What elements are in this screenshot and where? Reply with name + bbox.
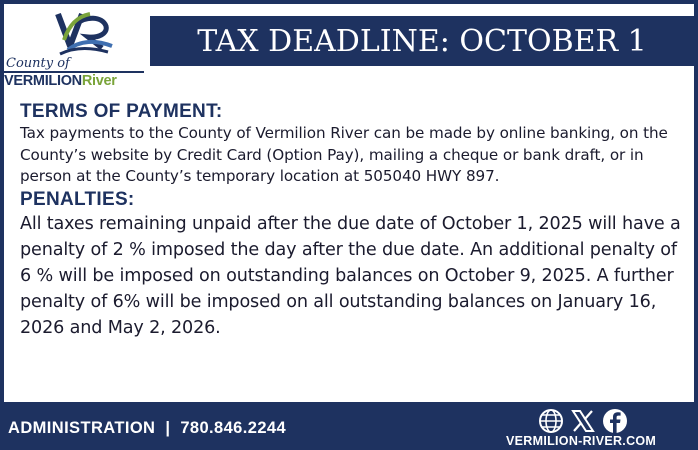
terms-body: Tax payments to the County of Vermilion River can be made by online banking, on the County’s website by Credit Card (Option Pay), mailing a cheque or bank draft, or in person at the County’s temporary location at 505040 HWY 897. [20,124,668,185]
website-link[interactable]: VERMILION-RIVER.COM [506,434,657,448]
x-icon[interactable] [570,408,596,434]
penalties-heading: PENALTIES: [20,188,135,210]
logo-name-accent: River [81,73,117,89]
logo-mark-icon [46,10,116,56]
deadline-banner [150,16,694,66]
logo-county-text: County of [6,56,70,71]
logo-name [4,71,144,89]
social-icons [538,406,638,436]
county-logo[interactable] [4,4,146,96]
penalties-body: All taxes remaining unpaid after the due date of October 1, 2025 will have a penalty of 2 % imposed the day after the due date. An additional penalty of 6 % will be imposed on outstanding balances on October 9, 2025. A further penalty of 6% will be imposed on all outstanding balances on January 16, 2026 and May 2, 2026. [20,213,681,338]
footer-contact: ADMINISTRATION | 780.846.2244 [8,419,287,437]
terms-heading: TERMS OF PAYMENT: [20,101,223,122]
footer-bar [0,402,698,450]
notice-content [20,100,690,341]
logo-name-main: VERMILION [4,73,82,89]
globe-icon[interactable] [538,408,564,434]
banner-title: TAX DEADLINE: OCTOBER 1 [197,23,647,59]
notice-card [4,4,694,402]
facebook-icon[interactable] [602,408,628,434]
